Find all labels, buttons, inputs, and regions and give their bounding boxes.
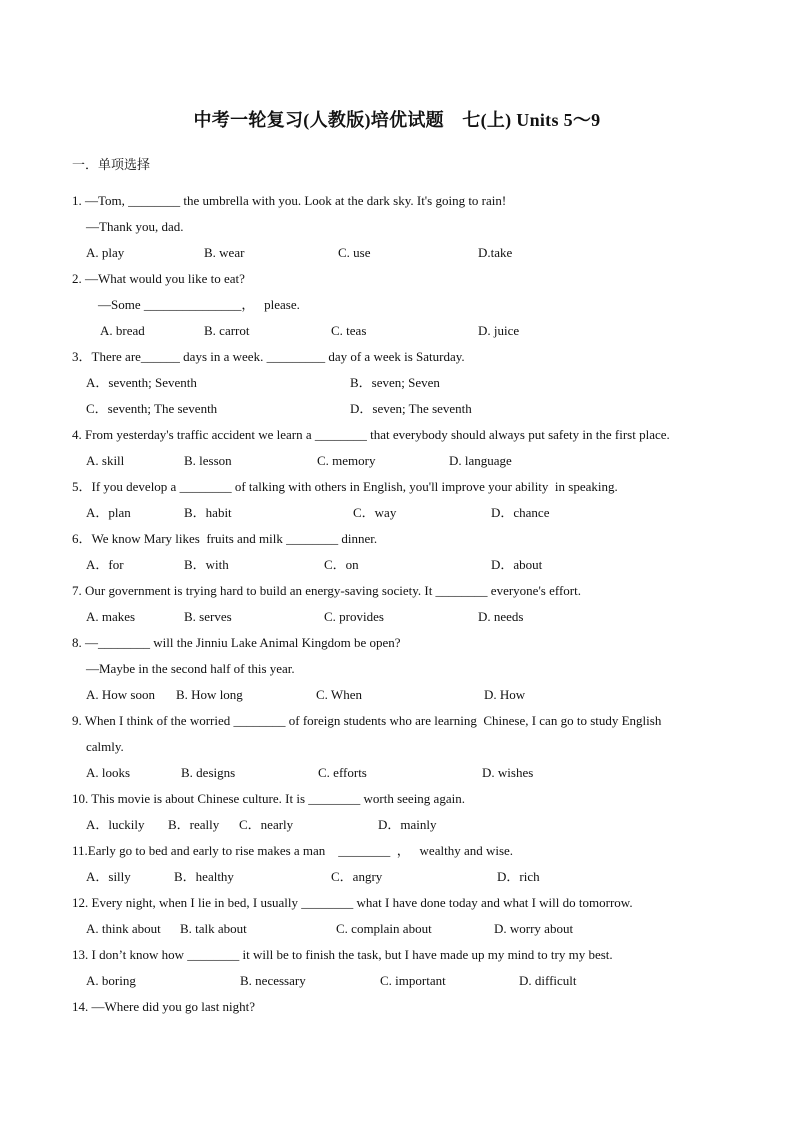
q11-option-d: D．rich xyxy=(497,869,540,884)
q5-option-d: D．chance xyxy=(491,505,550,520)
q2-option-d: D. juice xyxy=(478,323,520,338)
q12-option-c: C. complain about xyxy=(336,921,432,936)
q6-option-a: A．for xyxy=(86,557,124,572)
q7-option-a: A. makes xyxy=(86,609,136,624)
q3-option-a: A．seventh; Seventh xyxy=(86,375,197,390)
q1-option-c: C. use xyxy=(338,245,371,260)
q11-option-a: A．silly xyxy=(86,869,131,884)
question-11-text: 11.Early go to bed and early to rise makes a man ________ ， wealthy and wise. xyxy=(72,843,514,858)
q6-option-b: B．with xyxy=(184,557,229,572)
q13-option-c: C. important xyxy=(380,973,446,988)
q1-option-b: B. wear xyxy=(204,245,245,260)
question-6-text: 6．We know Mary likes fruits and milk ________ dinner. xyxy=(72,531,378,546)
q4-option-b: B. lesson xyxy=(184,453,232,468)
question-8-text: 8. —________ will the Jinniu Lake Animal Kingdom be open? xyxy=(72,635,401,650)
q10-option-c: C．nearly xyxy=(239,817,294,832)
q7-option-d: D. needs xyxy=(478,609,524,624)
q3-option-c: C．seventh; The seventh xyxy=(86,401,218,416)
question-10-text: 10. This movie is about Chinese culture. It is ________ worth seeing again. xyxy=(72,791,465,806)
question-8-reply: —Maybe in the second half of this year. xyxy=(86,661,295,676)
q9-option-b: B. designs xyxy=(181,765,236,780)
question-1-text: 1. —Tom, ________ the umbrella with you. Look at the dark sky. It's going to rain! xyxy=(72,193,507,208)
section-heading: 一．单项选择 xyxy=(72,158,151,173)
q2-option-a: A. bread xyxy=(100,323,145,338)
q13-option-d: D. difficult xyxy=(519,973,577,988)
q1-option-a: A. play xyxy=(86,245,125,260)
q3-option-b: B．seven; Seven xyxy=(350,375,440,390)
question-9-text-continued: calmly. xyxy=(86,739,124,754)
question-7-text: 7. Our government is trying hard to build an energy-saving society. It ________ everyone's effort. xyxy=(72,583,581,598)
q5-option-a: A．plan xyxy=(86,505,131,520)
q7-option-b: B. serves xyxy=(184,609,232,624)
q6-option-d: D．about xyxy=(491,557,543,572)
q7-option-c: C. provides xyxy=(324,609,384,624)
q8-option-c: C. When xyxy=(316,687,362,702)
question-2-text: 2. —What would you like to eat? xyxy=(72,271,245,286)
q12-option-a: A. think about xyxy=(86,921,161,936)
q4-option-d: D. language xyxy=(449,453,512,468)
q8-option-b: B. How long xyxy=(176,687,243,702)
q10-option-d: D．mainly xyxy=(378,817,437,832)
question-12-text: 12. Every night, when I lie in bed, I usually ________ what I have done today and what I will do tomorrow. xyxy=(72,895,633,910)
question-13-text: 13. I don’t know how ________ it will be to finish the task, but I have made up my mind to try my best. xyxy=(72,947,613,962)
q3-option-d: D．seven; The seventh xyxy=(350,401,472,416)
q2-option-c: C. teas xyxy=(331,323,367,338)
q4-option-c: C. memory xyxy=(317,453,376,468)
question-1-reply: —Thank you, dad. xyxy=(86,219,184,234)
q2-option-b: B. carrot xyxy=(204,323,250,338)
q5-option-c: C．way xyxy=(353,505,397,520)
q11-option-b: B．healthy xyxy=(174,869,234,884)
q9-option-d: D. wishes xyxy=(482,765,534,780)
q12-option-d: D. worry about xyxy=(494,921,574,936)
q11-option-c: C．angry xyxy=(331,869,383,884)
q6-option-c: C．on xyxy=(324,557,359,572)
q9-option-c: C. efforts xyxy=(318,765,367,780)
q10-option-a: A．luckily xyxy=(86,817,145,832)
question-3-text: 3．There are______ days in a week. _________ day of a week is Saturday. xyxy=(72,349,465,364)
question-5-text: 5．If you develop a ________ of talking with others in English, you'll improve your ability in speaking. xyxy=(72,479,618,494)
q4-option-a: A. skill xyxy=(86,453,125,468)
q5-option-b: B．habit xyxy=(184,505,232,520)
q12-option-b: B. talk about xyxy=(180,921,247,936)
q10-option-b: B．really xyxy=(168,817,220,832)
q9-option-a: A. looks xyxy=(86,765,131,780)
question-14-text: 14. —Where did you go last night? xyxy=(72,999,256,1014)
q8-option-d: D. How xyxy=(484,687,526,702)
question-4-text: 4. From yesterday's traffic accident we learn a ________ that everybody should always put safety in the first place. xyxy=(72,427,670,442)
document-title: 中考一轮复习(人教版)培优试题 七(上) Units 5～9 xyxy=(193,110,601,130)
question-9-text: 9. When I think of the worried ________ of foreign students who are learning Chinese, I can go to study English xyxy=(72,713,662,728)
q13-option-a: A. boring xyxy=(86,973,136,988)
q1-option-d: D.take xyxy=(478,245,513,260)
question-2-reply: —Some _______________， please. xyxy=(98,297,300,312)
q8-option-a: A. How soon xyxy=(86,687,155,702)
q13-option-b: B. necessary xyxy=(240,973,306,988)
